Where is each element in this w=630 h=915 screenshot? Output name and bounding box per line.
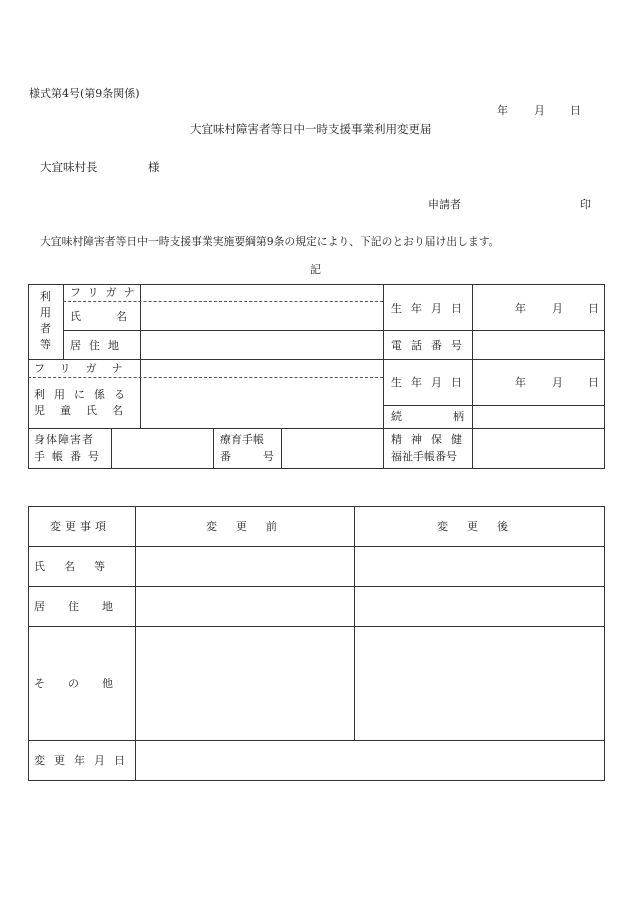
physical-handbook-label-2: 手帳番号 <box>34 450 106 463</box>
mental-handbook-label-1: 精神保健 <box>391 433 471 446</box>
honorific: 様 <box>148 160 160 174</box>
other-before-input[interactable] <box>136 627 353 739</box>
other-after-input[interactable] <box>355 627 604 739</box>
addressee: 大宜味村長 <box>40 160 98 174</box>
address-after-input[interactable] <box>355 587 604 625</box>
day-label: 日 <box>588 376 599 389</box>
month-label: 月 <box>552 376 563 389</box>
ryoiku-label-left <box>213 428 214 469</box>
name-input[interactable] <box>141 302 382 330</box>
col-before-header: 変 更 前 <box>206 520 281 533</box>
name-label: 氏 名 <box>70 310 139 323</box>
child-name-input[interactable] <box>141 378 382 428</box>
ryoiku-handbook-input[interactable] <box>282 429 382 468</box>
user-label-char-2: 用 <box>40 306 51 319</box>
relationship-label: 続 柄 <box>391 410 484 423</box>
applicant-label: 申請者 <box>428 198 461 211</box>
month-label: 月 <box>552 302 563 315</box>
child-furigana-input[interactable] <box>141 360 382 377</box>
birthdate-label: 生年月日 <box>391 302 471 315</box>
row-other-label: そ の 他 <box>34 677 119 690</box>
name-after-input[interactable] <box>355 547 604 585</box>
user-label-char-1: 利 <box>40 290 51 303</box>
ryoiku-handbook-label-1: 療育手帳 <box>220 433 264 446</box>
seal-label: 印 <box>580 198 591 211</box>
year-label: 年 <box>515 302 526 315</box>
year-label: 年 <box>497 104 508 117</box>
child-birthdate-value[interactable] <box>515 377 605 389</box>
user-label-char-4: 等 <box>40 338 51 351</box>
form-number: 様式第4号(第9条関係) <box>29 87 140 100</box>
child-name-label-line2: 児童氏名 <box>34 404 138 417</box>
mental-handbook-label-2: 福祉手帳番号 <box>391 450 457 463</box>
phone-input[interactable] <box>473 331 604 359</box>
col-after-header: 変 更 後 <box>437 520 512 533</box>
child-name-label-line1: 利用に係る <box>34 388 134 401</box>
address-input[interactable] <box>141 331 382 359</box>
relationship-input[interactable] <box>473 406 604 428</box>
physical-handbook-label-1: 身体障害者 <box>34 433 94 446</box>
col-item-header: 変更事項 <box>50 520 110 533</box>
mental-handbook-input[interactable] <box>473 429 604 468</box>
month-label: 月 <box>534 104 545 117</box>
user-birthdate-value[interactable] <box>515 303 605 315</box>
child-furigana-label: フリガナ <box>34 362 138 375</box>
change-date-input[interactable] <box>136 741 604 780</box>
submission-date <box>497 105 587 117</box>
user-label-divider <box>63 284 64 359</box>
user-label-char-3: 者 <box>40 322 51 335</box>
row-address-label: 居 住 地 <box>34 600 119 613</box>
address-label: 居住地 <box>70 339 127 352</box>
name-before-input[interactable] <box>136 547 353 585</box>
declaration-text: 大宜味村障害者等日中一時支援事業実施要綱第9条の規定により、下記のとおり届け出します。 <box>40 235 500 248</box>
row-date-label: 変更年月日 <box>34 754 134 767</box>
ryoiku-handbook-label-2: 番号 <box>220 450 306 463</box>
day-label: 日 <box>588 302 599 315</box>
row-name-label: 氏 名 等 <box>34 560 109 573</box>
physical-handbook-input[interactable] <box>112 429 212 468</box>
year-label: 年 <box>515 376 526 389</box>
furigana-input[interactable] <box>141 285 382 301</box>
child-birthdate-label: 生年月日 <box>391 376 471 389</box>
address-before-input[interactable] <box>136 587 353 625</box>
document-title: 大宜味村障害者等日中一時支援事業利用変更届 <box>190 122 432 136</box>
center-divider <box>383 284 384 469</box>
furigana-label: フリガナ <box>70 286 142 299</box>
ki-label: 記 <box>310 263 321 276</box>
phone-label: 電話番号 <box>391 339 471 352</box>
day-label: 日 <box>570 104 581 117</box>
